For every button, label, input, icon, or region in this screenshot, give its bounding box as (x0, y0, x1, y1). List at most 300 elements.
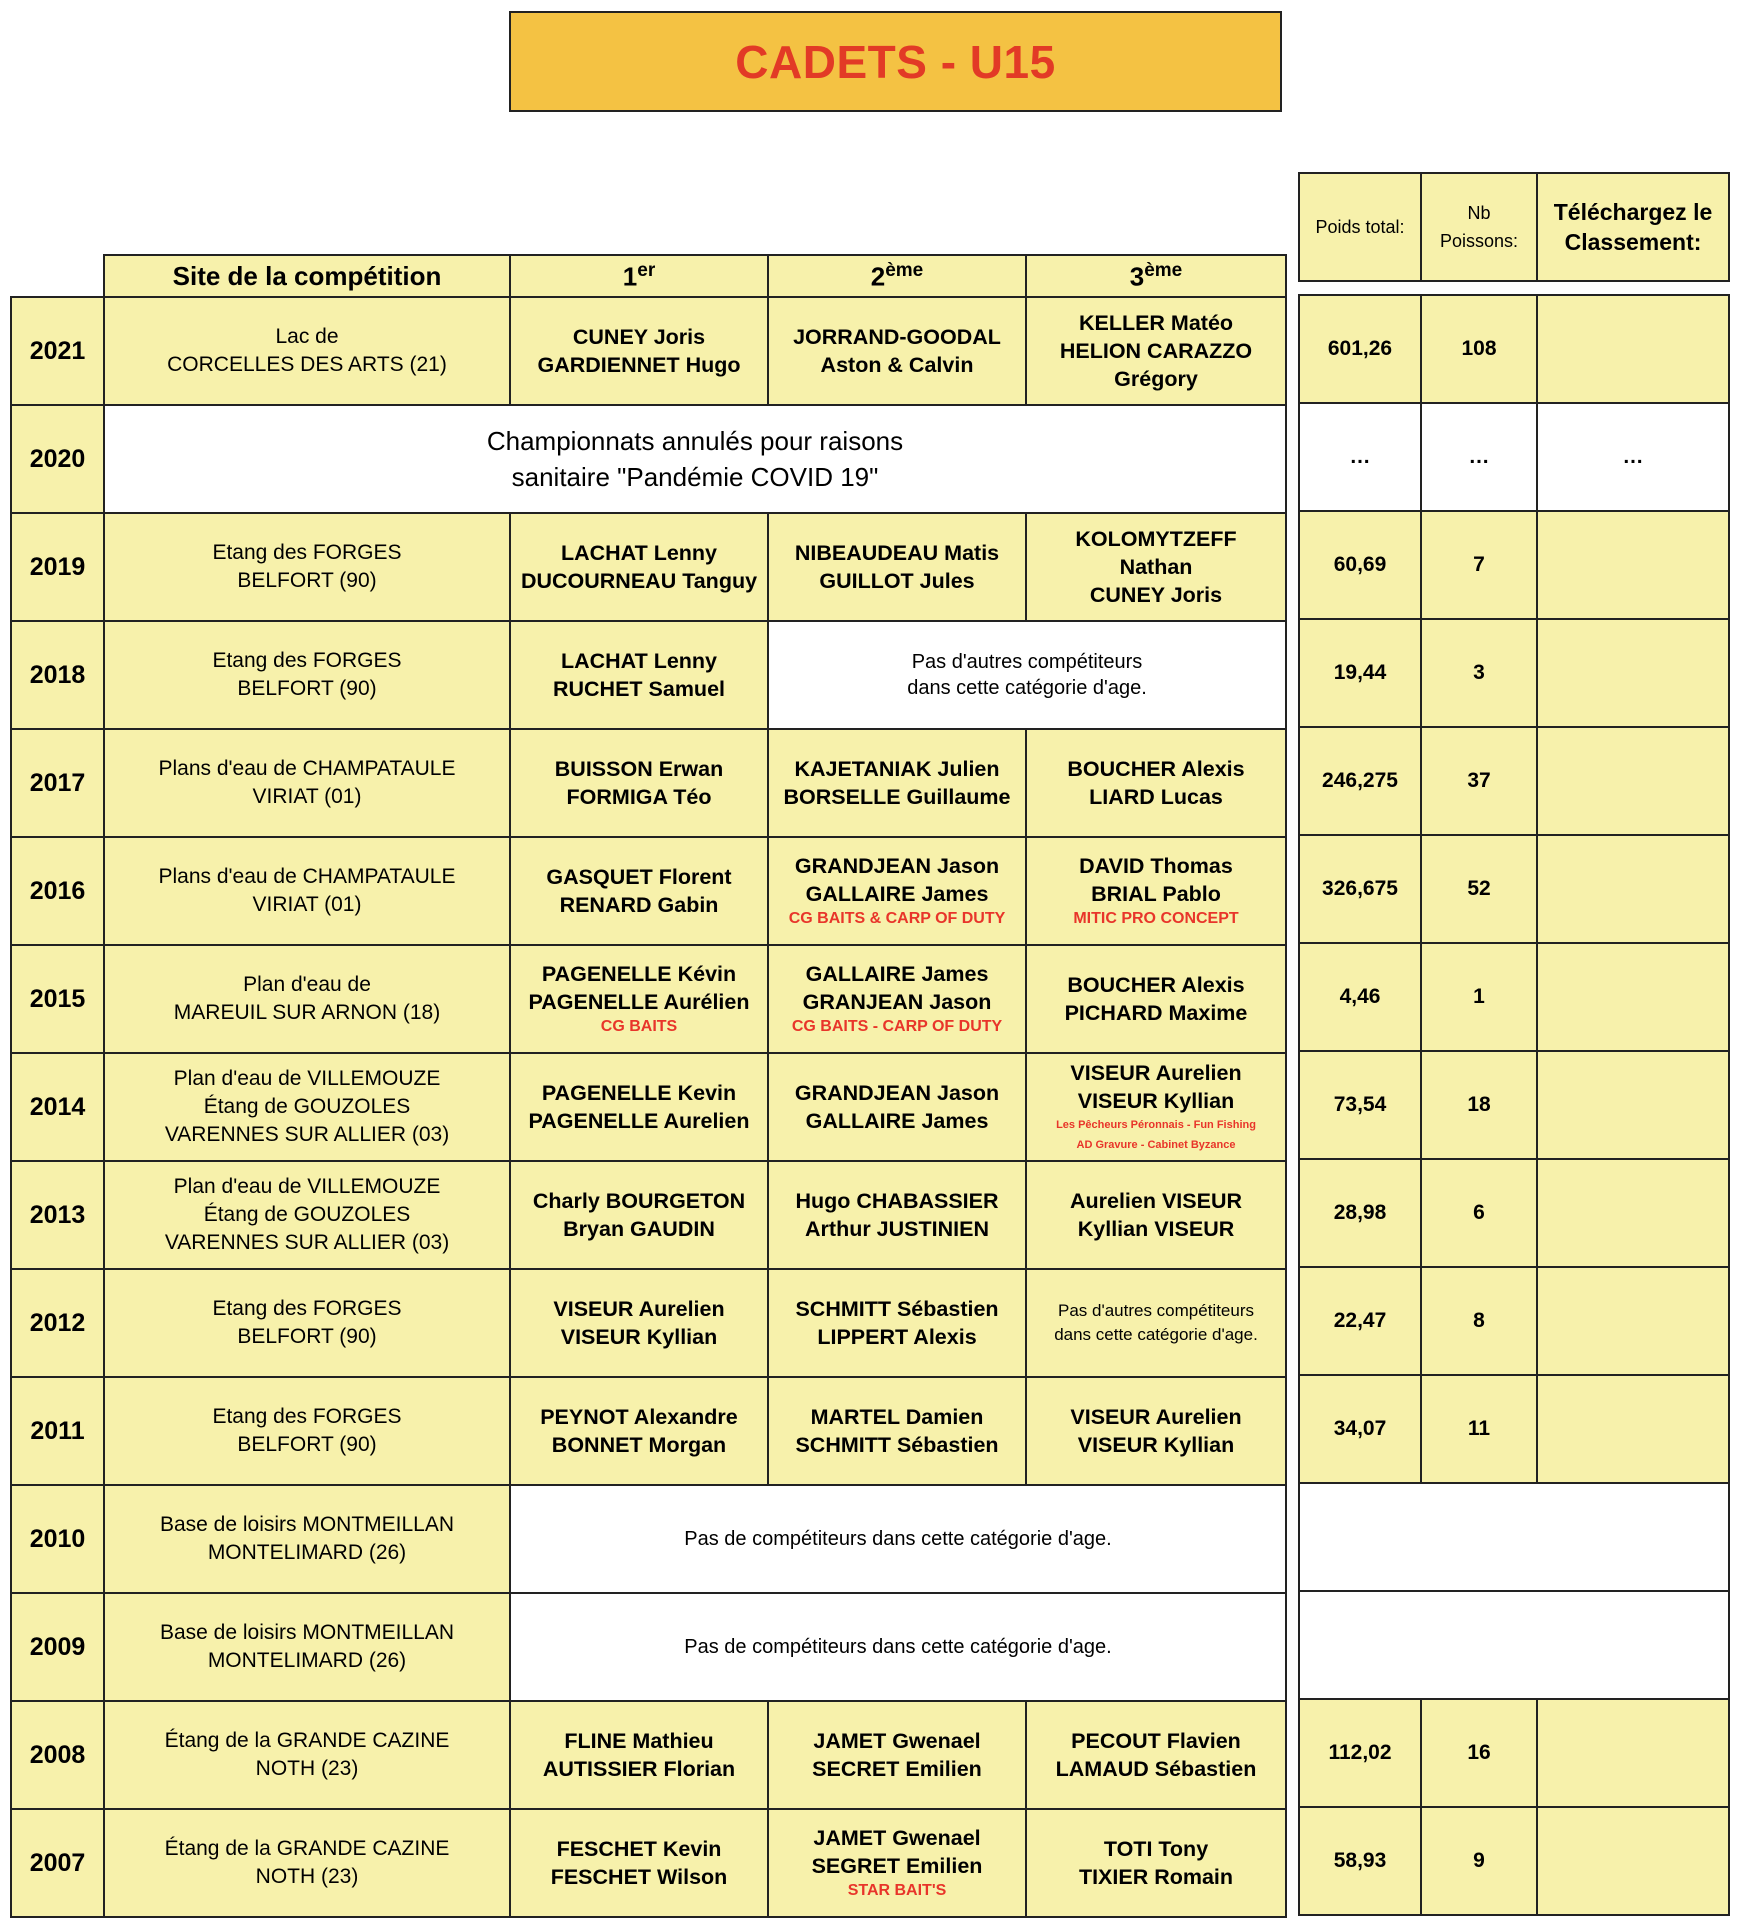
fish-count-cell (1421, 727, 1537, 835)
no-competitors-notice (510, 1485, 1286, 1593)
fish-count: 3 (1473, 661, 1485, 684)
third-place-cell (1026, 513, 1286, 621)
stats-row (1299, 295, 1729, 403)
year-row (11, 1809, 1286, 1917)
fish-count-cell (1421, 403, 1537, 511)
year-label: 2013 (29, 1200, 86, 1229)
competitor-name: SCHMITT Sébastien (795, 1297, 999, 1321)
second-place-cell (768, 1701, 1026, 1809)
second-place-cell (768, 1269, 1026, 1377)
site-cell (104, 1809, 510, 1917)
total-weight-cell (1299, 619, 1421, 727)
site-line: MONTELIMARD (26) (207, 1541, 407, 1564)
header-third-sup: ème (1144, 259, 1183, 281)
header-first-sup: er (637, 259, 656, 281)
stats-row (1299, 1591, 1729, 1699)
year-cell (11, 297, 104, 405)
competitor-name: PAGENELLE Kévin (541, 962, 737, 986)
site-line: VARENNES SUR ALLIER (03) (164, 1123, 450, 1146)
empty-stats-cell (1299, 1591, 1729, 1699)
fish-count: 8 (1473, 1309, 1485, 1332)
year-row (11, 621, 1286, 729)
competitor-name: AUTISSIER Florian (542, 1757, 736, 1781)
year-cell (11, 1053, 104, 1161)
competitor-name: VISEUR Aurelien (1070, 1405, 1242, 1429)
year-cell (11, 1377, 104, 1485)
competitor-name: LIPPERT Alexis (817, 1325, 977, 1349)
second-place-cell (768, 729, 1026, 837)
total-weight-cell (1299, 1375, 1421, 1483)
sponsor-label: Les Pêcheurs Péronnais - Fun Fishing (1056, 1119, 1256, 1131)
first-place-cell (510, 1701, 768, 1809)
site-line: Lac de (275, 325, 339, 348)
download-ranking-cell[interactable] (1537, 295, 1729, 403)
site-cell (104, 1701, 510, 1809)
competitor-name: FORMIGA Téo (566, 785, 712, 809)
competitor-name: RUCHET Samuel (552, 677, 726, 701)
competitor-name: LACHAT Lenny (560, 541, 718, 565)
site-line: VIRIAT (01) (252, 785, 362, 808)
competitor-name: Charly BOURGETON (532, 1189, 746, 1213)
site-cell (104, 1269, 510, 1377)
total-weight-cell (1299, 1159, 1421, 1267)
competitor-name: BORSELLE Guillaume (783, 785, 1011, 809)
competitor-name: VISEUR Kyllian (560, 1325, 718, 1349)
total-weight: 34,07 (1333, 1417, 1387, 1440)
notice-line: Pas d'autres compétiteurs (1057, 1301, 1254, 1320)
stats-row (1299, 1159, 1729, 1267)
header-site (104, 255, 510, 297)
total-weight: 58,93 (1333, 1849, 1387, 1872)
total-weight: 22,47 (1333, 1309, 1387, 1332)
year-label: 2016 (29, 876, 86, 905)
stats-row (1299, 943, 1729, 1051)
year-cell (11, 1593, 104, 1701)
competitor-name: VISEUR Kyllian (1077, 1433, 1235, 1457)
competitor-name: KAJETANIAK Julien (794, 757, 1000, 781)
site-line: MAREUIL SUR ARNON (18) (173, 1001, 441, 1024)
competitor-name: BOUCHER Alexis (1067, 757, 1245, 781)
year-row (11, 837, 1286, 945)
second-place-cell (768, 1161, 1026, 1269)
year-label: 2018 (29, 660, 86, 689)
competitor-name: JAMET Gwenael (813, 1729, 981, 1753)
site-cell (104, 837, 510, 945)
year-row (11, 1701, 1286, 1809)
fish-count-cell (1421, 943, 1537, 1051)
competitor-name: VISEUR Aurelien (553, 1297, 725, 1321)
total-weight-cell (1299, 943, 1421, 1051)
first-place-cell (510, 1269, 768, 1377)
notice-line: Pas d'autres compétiteurs (911, 651, 1143, 673)
total-weight: 60,69 (1333, 553, 1387, 576)
year-label: 2020 (29, 444, 86, 473)
year-cell (11, 621, 104, 729)
sponsor-label: AD Gravure - Cabinet Byzance (1076, 1139, 1236, 1151)
site-line: Étang de GOUZOLES (203, 1203, 411, 1226)
year-label: 2010 (29, 1524, 86, 1553)
site-cell (104, 1161, 510, 1269)
year-label: 2007 (29, 1848, 86, 1877)
notice-line: Championnats annulés pour raisons (486, 426, 904, 456)
competitor-name: Kyllian VISEUR (1077, 1217, 1235, 1241)
stats-spacer (1299, 281, 1729, 295)
site-line: Plans d'eau de CHAMPATAULE (158, 757, 456, 780)
competitor-name: SCHMITT Sébastien (795, 1433, 999, 1457)
competitor-name: Hugo CHABASSIER (795, 1189, 999, 1213)
competitor-name: RENARD Gabin (559, 893, 719, 917)
download-ranking-cell[interactable] (1537, 1375, 1729, 1483)
year-label: 2015 (29, 984, 86, 1013)
fish-count: 1 (1473, 985, 1485, 1008)
empty-stats-cell (1299, 1483, 1729, 1591)
competitor-name: VISEUR Kyllian (1077, 1089, 1235, 1113)
fish-count-cell (1421, 1051, 1537, 1159)
first-place-cell (510, 621, 768, 729)
year-cell (11, 1809, 104, 1917)
year-cell (11, 837, 104, 945)
cancelled-notice (104, 405, 1286, 513)
header-fish-line1: Nb (1467, 203, 1491, 223)
download-ranking-cell[interactable] (1537, 943, 1729, 1051)
year-row (11, 1161, 1286, 1269)
site-cell (104, 729, 510, 837)
fish-count: 11 (1467, 1417, 1491, 1440)
header-weight (1299, 173, 1421, 281)
stats-row (1299, 1699, 1729, 1807)
site-line: Base de loisirs MONTMEILLAN (159, 1621, 455, 1644)
site-line: Etang des FORGES (212, 649, 402, 672)
header-download (1537, 173, 1729, 281)
competitor-name: Arthur JUSTINIEN (805, 1217, 989, 1241)
download-ranking-cell[interactable] (1537, 1159, 1729, 1267)
site-cell (104, 945, 510, 1053)
competitor-name: BRIAL Pablo (1091, 882, 1221, 906)
competitor-name: LACHAT Lenny (560, 649, 718, 673)
stats-row (1299, 727, 1729, 835)
third-place-cell (1026, 297, 1286, 405)
competitor-name: SECRET Emilien (812, 1757, 982, 1781)
site-line: Plan d'eau de (243, 973, 371, 996)
competitor-name: HELION CARAZZO (1059, 339, 1253, 363)
year-row (11, 1377, 1286, 1485)
fish-count-cell (1421, 835, 1537, 943)
total-weight: 326,675 (1322, 877, 1398, 900)
fish-count: 7 (1473, 553, 1485, 576)
stats-row (1299, 1807, 1729, 1915)
competitor-name: SEGRET Emilien (811, 1854, 983, 1878)
notice-text: Pas de compétiteurs dans cette catégorie d'age. (684, 1636, 1112, 1658)
competitor-name: Bryan GAUDIN (563, 1217, 715, 1241)
year-label: 2008 (29, 1740, 86, 1769)
competitor-name: KELLER Matéo (1078, 311, 1234, 335)
first-place-cell (510, 945, 768, 1053)
site-line: Étang de GOUZOLES (203, 1095, 411, 1118)
first-place-cell (510, 729, 768, 837)
header-third (1026, 255, 1286, 297)
sponsor-label: CG BAITS & CARP OF DUTY (788, 910, 1006, 927)
total-weight: 601,26 (1327, 337, 1393, 360)
third-place-cell (1026, 1809, 1286, 1917)
year-row (11, 405, 1286, 513)
competitor-name: Aurelien VISEUR (1069, 1189, 1243, 1213)
competitor-name: CUNEY Joris (572, 325, 706, 349)
header-download-line2: Classement: (1564, 229, 1702, 255)
year-cell (11, 513, 104, 621)
year-cell (11, 1701, 104, 1809)
competitor-name: TIXIER Romain (1078, 1865, 1234, 1889)
site-cell (104, 297, 510, 405)
site-line: NOTH (23) (255, 1865, 359, 1888)
total-weight: 112,02 (1328, 1741, 1392, 1764)
competitor-name: GARDIENNET Hugo (537, 353, 741, 377)
first-place-cell (510, 837, 768, 945)
competitor-name: FLINE Mathieu (564, 1729, 714, 1753)
competitor-name: NIBEAUDEAU Matis (794, 541, 1000, 565)
site-line: MONTELIMARD (26) (207, 1649, 407, 1672)
stats-row (1299, 1375, 1729, 1483)
year-label: 2019 (29, 552, 86, 581)
competitor-name: FESCHET Wilson (550, 1865, 728, 1889)
notice-line: dans cette catégorie d'age. (907, 677, 1147, 699)
competitor-name: GRANJEAN Jason (802, 990, 992, 1014)
competitor-name: PEYNOT Alexandre (540, 1405, 738, 1429)
third-place-cell (1026, 1701, 1286, 1809)
site-line: NOTH (23) (255, 1757, 359, 1780)
header-third-label: 3 (1129, 261, 1145, 292)
year-label: 2012 (29, 1308, 86, 1337)
year-row (11, 945, 1286, 1053)
page-title: CADETS - U15 (735, 35, 1056, 88)
header-first-label: 1 (622, 261, 638, 292)
second-place-cell (768, 297, 1026, 405)
site-cell (104, 1053, 510, 1161)
stats-row (1299, 511, 1729, 619)
site-line: Etang des FORGES (212, 541, 402, 564)
header-fish (1421, 173, 1537, 281)
second-place-cell (768, 945, 1026, 1053)
year-cell (11, 1485, 104, 1593)
fish-count-cell (1421, 511, 1537, 619)
competitor-name: BONNET Morgan (551, 1433, 727, 1457)
download-ranking-link: … (1622, 445, 1644, 468)
year-cell (11, 729, 104, 837)
fish-count-cell (1421, 1807, 1537, 1915)
competitor-name: PECOUT Flavien (1071, 1729, 1241, 1753)
first-place-cell (510, 297, 768, 405)
site-cell (104, 1485, 510, 1593)
download-ranking-cell[interactable] (1537, 1699, 1729, 1807)
total-weight: 19,44 (1333, 661, 1387, 684)
competitor-name: Nathan (1119, 555, 1193, 579)
header-second-label: 2 (870, 261, 886, 292)
total-weight-cell (1299, 1051, 1421, 1159)
fish-count: 37 (1467, 769, 1491, 792)
no-other-competitors-notice (1026, 1269, 1286, 1377)
sponsor-label: STAR BAIT'S (847, 1882, 947, 1899)
year-label: 2009 (29, 1632, 86, 1661)
download-ranking-cell[interactable] (1537, 1807, 1729, 1915)
site-cell (104, 513, 510, 621)
fish-count: 52 (1467, 877, 1491, 900)
year-row (11, 297, 1286, 405)
stats-row (1299, 619, 1729, 727)
download-ranking-cell[interactable] (1537, 1051, 1729, 1159)
site-cell (104, 621, 510, 729)
header-first (510, 255, 768, 297)
second-place-cell (768, 513, 1026, 621)
empty-corner (11, 255, 104, 297)
third-place-cell (1026, 945, 1286, 1053)
total-weight-cell (1299, 295, 1421, 403)
stats-row (1299, 1051, 1729, 1159)
fish-count-cell (1421, 1267, 1537, 1375)
year-row (11, 1593, 1286, 1701)
first-place-cell (510, 513, 768, 621)
total-weight-cell (1299, 1807, 1421, 1915)
spacer-cell (1299, 281, 1729, 295)
site-line: BELFORT (90) (237, 1433, 377, 1456)
site-line: Plan d'eau de VILLEMOUZE (173, 1067, 441, 1090)
competitor-name: BUISSON Erwan (554, 757, 724, 781)
download-ranking-cell[interactable] (1537, 403, 1729, 511)
competitor-name: TOTI Tony (1103, 1837, 1209, 1861)
competitor-name: LIARD Lucas (1089, 785, 1223, 809)
first-place-cell (510, 1377, 768, 1485)
competitor-name: GUILLOT Jules (819, 569, 975, 593)
site-cell (104, 1377, 510, 1485)
competitor-name: GALLAIRE James (805, 882, 989, 906)
fish-count-cell (1421, 1375, 1537, 1483)
total-weight-cell (1299, 511, 1421, 619)
title-banner (509, 11, 1282, 112)
competitor-name: JORRAND-GOODAL (793, 325, 1001, 349)
competitor-name: KOLOMYTZEFF (1075, 527, 1237, 551)
competitor-name: LAMAUD Sébastien (1055, 1757, 1257, 1781)
second-place-cell (768, 1809, 1026, 1917)
competitor-name: GRANDJEAN Jason (794, 1081, 1000, 1105)
site-line: Étang de la GRANDE CAZINE (164, 1729, 450, 1752)
competitor-name: FESCHET Kevin (556, 1837, 722, 1861)
stats-row (1299, 403, 1729, 511)
site-line: CORCELLES DES ARTS (21) (167, 353, 447, 376)
header-download-line1: Téléchargez le (1553, 199, 1713, 225)
header-second (768, 255, 1026, 297)
download-ranking-cell[interactable] (1537, 619, 1729, 727)
sponsor-label: CG BAITS - CARP OF DUTY (791, 1018, 1003, 1035)
competitor-name: PAGENELLE Aurelien (528, 1109, 750, 1133)
stats-row (1299, 1267, 1729, 1375)
competitor-name: GRANDJEAN Jason (794, 854, 1000, 878)
site-line: Etang des FORGES (212, 1405, 402, 1428)
fish-count: 6 (1473, 1201, 1485, 1224)
year-row (11, 513, 1286, 621)
header-site-label: Site de la compétition (172, 260, 442, 291)
competitor-name: MARTEL Damien (810, 1405, 984, 1429)
total-weight: 28,98 (1333, 1201, 1387, 1224)
header-fish-line2: Poissons: (1439, 231, 1519, 251)
notice-line: dans cette catégorie d'age. (1054, 1325, 1258, 1344)
competitor-name: BOUCHER Alexis (1067, 973, 1245, 997)
year-label: 2021 (29, 336, 86, 365)
download-ranking-cell[interactable] (1537, 511, 1729, 619)
header-row (11, 255, 1286, 297)
total-weight: 246,275 (1322, 769, 1398, 792)
fish-count: 108 (1461, 337, 1497, 360)
site-line: Plans d'eau de CHAMPATAULE (158, 865, 456, 888)
competitor-name: PAGENELLE Kevin (541, 1081, 737, 1105)
site-line: Etang des FORGES (212, 1297, 402, 1320)
year-cell (11, 945, 104, 1053)
site-cell (104, 1593, 510, 1701)
site-line: BELFORT (90) (237, 677, 377, 700)
first-place-cell (510, 1161, 768, 1269)
total-weight-cell (1299, 727, 1421, 835)
total-weight-cell (1299, 835, 1421, 943)
no-competitors-notice (510, 1593, 1286, 1701)
total-weight-cell (1299, 1267, 1421, 1375)
no-other-competitors-notice (768, 621, 1286, 729)
site-line: VARENNES SUR ALLIER (03) (164, 1231, 450, 1254)
stats-table (1298, 172, 1730, 1916)
download-ranking-cell[interactable] (1537, 727, 1729, 835)
stats-row (1299, 835, 1729, 943)
year-label: 2014 (29, 1092, 86, 1121)
year-row (11, 1485, 1286, 1593)
fish-count-cell (1421, 619, 1537, 727)
first-place-cell (510, 1809, 768, 1917)
competitor-name: CUNEY Joris (1089, 583, 1223, 607)
competitor-name: PICHARD Maxime (1064, 1001, 1248, 1025)
sponsor-label: MITIC PRO CONCEPT (1073, 910, 1239, 927)
total-weight-cell (1299, 403, 1421, 511)
competitor-name: VISEUR Aurelien (1070, 1061, 1242, 1085)
site-line: Base de loisirs MONTMEILLAN (159, 1513, 455, 1536)
year-label: 2011 (30, 1416, 85, 1445)
total-weight: 73,54 (1333, 1093, 1387, 1116)
site-line: Étang de la GRANDE CAZINE (164, 1837, 450, 1860)
year-row (11, 1269, 1286, 1377)
site-line: Plan d'eau de VILLEMOUZE (173, 1175, 441, 1198)
year-cell (11, 1269, 104, 1377)
results-table (10, 254, 1287, 1918)
competitor-name: Grégory (1114, 367, 1198, 391)
competitor-name: JAMET Gwenael (813, 1826, 981, 1850)
year-label: 2017 (29, 768, 86, 797)
first-place-cell (510, 1053, 768, 1161)
total-weight: … (1349, 445, 1371, 468)
stats-header-row (1299, 173, 1729, 281)
third-place-cell (1026, 1161, 1286, 1269)
total-weight-cell (1299, 1699, 1421, 1807)
competitor-name: GALLAIRE James (805, 962, 989, 986)
third-place-cell (1026, 1053, 1286, 1161)
competitor-name: GALLAIRE James (805, 1109, 989, 1133)
site-line: VIRIAT (01) (252, 893, 362, 916)
total-weight: 4,46 (1339, 985, 1381, 1008)
third-place-cell (1026, 1377, 1286, 1485)
fish-count: 9 (1473, 1849, 1485, 1872)
year-row (11, 729, 1286, 837)
download-ranking-cell[interactable] (1537, 1267, 1729, 1375)
header-weight-label: Poids total: (1315, 217, 1405, 237)
fish-count: 16 (1467, 1741, 1491, 1764)
download-ranking-cell[interactable] (1537, 835, 1729, 943)
competitor-name: GASQUET Florent (546, 865, 732, 889)
header-second-sup: ème (885, 259, 924, 281)
site-line: BELFORT (90) (237, 569, 377, 592)
fish-count-cell (1421, 1159, 1537, 1267)
